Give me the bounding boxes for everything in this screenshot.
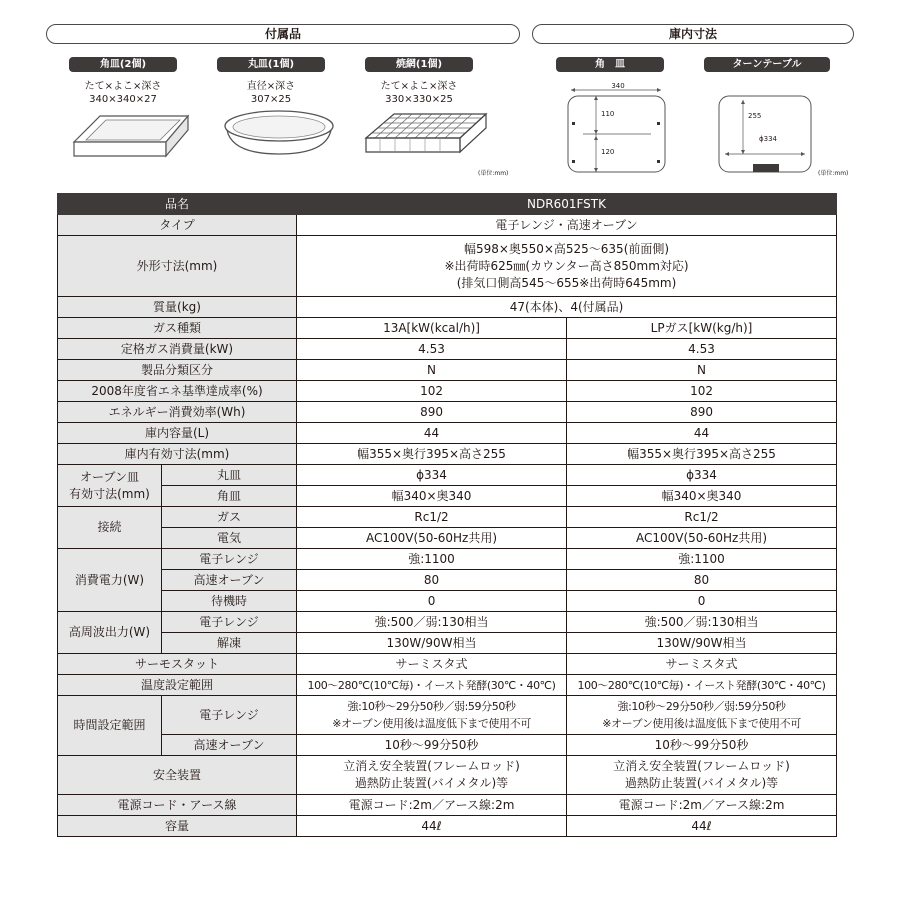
hf-output-label: 高周波出力(W)	[58, 612, 162, 654]
row-value-13a: 890	[297, 402, 567, 423]
round-dish-value-lp: ϕ334	[567, 465, 837, 486]
time-microwave-sublabel: 電子レンジ	[162, 696, 297, 735]
capacity-lp: 44ℓ	[567, 816, 837, 837]
cord-label: 電源コード・アース線	[58, 795, 297, 816]
power-microwave-lp: 強:1100	[567, 549, 837, 570]
interior-dims-header: 庫内寸法	[532, 24, 854, 44]
mass-value: 47(本体)、4(付属品)	[297, 297, 837, 318]
hf-defrost-13a: 130W/90W相当	[297, 633, 567, 654]
hf-microwave-sublabel: 電子レンジ	[162, 612, 297, 633]
time-range-label: 時間設定範囲	[58, 696, 162, 756]
round-dish-sublabel: 丸皿	[162, 465, 297, 486]
temp-range-label: 温度設定範囲	[58, 675, 297, 696]
product-name-value: NDR601FSTK	[297, 194, 837, 215]
square-dish-value-13a: 幅340×奥340	[297, 486, 567, 507]
product-name-label: 品名	[58, 194, 297, 215]
power-microwave-sublabel: 電子レンジ	[162, 549, 297, 570]
oven-dish-label-line-2: 有効寸法(mm)	[69, 486, 150, 501]
power-microwave-row	[58, 549, 837, 570]
capacity-row	[58, 816, 837, 837]
round-dish-value-13a: ϕ334	[297, 465, 567, 486]
hf-microwave-13a: 強:500／弱:130相当	[297, 612, 567, 633]
mass-label: 質量(kg)	[58, 297, 297, 318]
spec-row	[58, 444, 837, 465]
row-value-lp: 102	[567, 381, 837, 402]
grill-net-spec-value: 330×330×25	[385, 94, 453, 105]
mass-row	[58, 297, 837, 318]
power-standby-sublabel: 待機時	[162, 591, 297, 612]
power-standby-13a: 0	[297, 591, 567, 612]
spec-row	[58, 402, 837, 423]
row-label: 定格ガス消費量(kW)	[58, 339, 297, 360]
type-label: タイプ	[58, 215, 297, 236]
thermostat-lp: サーミスタ式	[567, 654, 837, 675]
power-oven-13a: 80	[297, 570, 567, 591]
gas-type-row	[58, 318, 837, 339]
power-oven-sublabel: 高速オーブン	[162, 570, 297, 591]
header-row	[58, 194, 837, 215]
round-dish-spec-label: 直径×深さ	[246, 81, 296, 92]
row-value-13a: 44	[297, 423, 567, 444]
hf-microwave-lp: 強:500／弱:130相当	[567, 612, 837, 633]
grill-net-image	[360, 108, 490, 164]
connection-gas-lp: Rc1/2	[567, 507, 837, 528]
square-dish-spec-value: 340×340×27	[89, 94, 157, 105]
square-dish-label: 角皿(2個)	[69, 57, 177, 72]
connection-electric-lp: AC100V(50-60Hz共用)	[567, 528, 837, 549]
time-oven-row	[58, 735, 837, 756]
square-bottom-depth-label: 120	[601, 148, 615, 156]
turntable-height-label: 255	[748, 112, 762, 120]
interior-square-label: 角 皿	[556, 57, 664, 72]
temp-range-13a: 100～280℃(10℃毎)・イースト発酵(30℃・40℃)	[297, 675, 567, 696]
turntable-diameter-label: ϕ334	[759, 135, 777, 143]
outer-dims-label: 外形寸法(mm)	[58, 236, 297, 297]
row-value-lp: 4.53	[567, 339, 837, 360]
grill-net-label: 焼網(1個)	[365, 57, 473, 72]
oven-dish-label	[58, 465, 162, 507]
cord-row	[58, 795, 837, 816]
square-top-depth-label: 110	[601, 110, 615, 118]
time-microwave-lp	[567, 696, 837, 735]
connection-label: 接続	[58, 507, 162, 549]
time-microwave-13a-line-1: 強:10秒～29分50秒／弱:59分50秒	[347, 700, 516, 713]
row-value-lp: 幅355×奥行395×高さ255	[567, 444, 837, 465]
safety-lp-line-1: 立消え安全装置(フレームロッド)	[613, 759, 790, 773]
time-oven-lp: 10秒～99分50秒	[567, 735, 837, 756]
thermostat-label: サーモスタット	[58, 654, 297, 675]
round-dish-spec-value: 307×25	[250, 94, 292, 105]
time-oven-sublabel: 高速オーブン	[162, 735, 297, 756]
row-value-lp: 44	[567, 423, 837, 444]
accessories-unit-note: (単位:mm)	[478, 170, 509, 177]
gas-type-label: ガス種類	[58, 318, 297, 339]
spec-table	[57, 193, 837, 837]
time-microwave-13a-line-2: ※オーブン使用後は温度低下まで使用不可	[332, 717, 531, 730]
row-value-lp: 890	[567, 402, 837, 423]
outer-dims-row	[58, 236, 837, 297]
power-standby-row	[58, 591, 837, 612]
power-oven-row	[58, 570, 837, 591]
time-microwave-lp-line-2: ※オーブン使用後は温度低下まで使用不可	[602, 717, 801, 730]
row-value-lp: N	[567, 360, 837, 381]
oven-dish-label-line-1: オーブン皿	[80, 469, 139, 484]
time-microwave-lp-line-1: 強:10秒～29分50秒／弱:59分50秒	[617, 700, 786, 713]
power-microwave-13a: 強:1100	[297, 549, 567, 570]
row-label: エネルギー消費効率(Wh)	[58, 402, 297, 423]
power-standby-lp: 0	[567, 591, 837, 612]
hf-defrost-lp: 130W/90W相当	[567, 633, 837, 654]
cord-13a: 電源コード:2m／アース線:2m	[297, 795, 567, 816]
outer-dims-value	[297, 236, 837, 297]
safety-13a	[297, 756, 567, 795]
safety-row	[58, 756, 837, 795]
time-microwave-row	[58, 696, 837, 735]
connection-gas-13a: Rc1/2	[297, 507, 567, 528]
accessories-header: 付属品	[46, 24, 520, 44]
gas-type-lp: LPガス[kW(kg/h)]	[567, 318, 837, 339]
square-dish-spec-label: たて×よこ×深さ	[84, 81, 162, 92]
row-label: 製品分類区分	[58, 360, 297, 381]
safety-13a-line-1: 立消え安全装置(フレームロッド)	[343, 759, 520, 773]
thermostat-13a: サーミスタ式	[297, 654, 567, 675]
row-label: 庫内有効寸法(mm)	[58, 444, 297, 465]
cord-lp: 電源コード:2m／アース線:2m	[567, 795, 837, 816]
outer-dims-line-2: ※出荷時625㎜(カウンター高さ850mm対応)	[444, 258, 689, 273]
interior-unit-note: (単位:mm)	[818, 170, 849, 177]
capacity-13a: 44ℓ	[297, 816, 567, 837]
square-dish-sublabel: 角皿	[162, 486, 297, 507]
square-dish-value-lp: 幅340×奥340	[567, 486, 837, 507]
connection-electric-13a: AC100V(50-60Hz共用)	[297, 528, 567, 549]
connection-electric-sublabel: 電気	[162, 528, 297, 549]
safety-label: 安全装置	[58, 756, 297, 795]
temp-range-lp: 100～280℃(10℃毎)・イースト発酵(30℃・40℃)	[567, 675, 837, 696]
row-value-13a: N	[297, 360, 567, 381]
outer-dims-line-3: (排気口側高545～655※出荷時645mm)	[456, 275, 677, 290]
square-width-label: 340	[611, 82, 625, 90]
time-oven-13a: 10秒～99分50秒	[297, 735, 567, 756]
connection-gas-sublabel: ガス	[162, 507, 297, 528]
power-label: 消費電力(W)	[58, 549, 162, 612]
oven-dish-round-row	[58, 465, 837, 486]
gas-type-13a: 13A[kW(kcal/h)]	[297, 318, 567, 339]
time-microwave-13a	[297, 696, 567, 735]
safety-13a-line-2: 過熱防止装置(バイメタル)等	[354, 776, 509, 790]
square-interior-diagram	[563, 78, 673, 178]
hf-defrost-sublabel: 解凍	[162, 633, 297, 654]
type-value: 電子レンジ・高速オーブン	[297, 215, 837, 236]
round-dish-label: 丸皿(1個)	[217, 57, 325, 72]
row-label: 庫内容量(L)	[58, 423, 297, 444]
spec-row	[58, 360, 837, 381]
grill-net-spec-label: たて×よこ×深さ	[380, 81, 458, 92]
hf-microwave-row	[58, 612, 837, 633]
hf-defrost-row	[58, 633, 837, 654]
turntable-interior-diagram	[715, 94, 815, 176]
thermostat-row	[58, 654, 837, 675]
row-value-13a: 4.53	[297, 339, 567, 360]
temp-range-row	[58, 675, 837, 696]
row-value-13a: 幅355×奥行395×高さ255	[297, 444, 567, 465]
type-row	[58, 215, 837, 236]
safety-lp-line-2: 過熱防止装置(バイメタル)等	[624, 776, 779, 790]
safety-lp	[567, 756, 837, 795]
oven-dish-square-row	[58, 486, 837, 507]
interior-turntable-label: ターンテーブル	[704, 57, 830, 72]
connection-electric-row	[58, 528, 837, 549]
spec-row	[58, 381, 837, 402]
square-dish-image	[70, 108, 190, 164]
outer-dims-line-1: 幅598×奥550×高525～635(前面側)	[463, 241, 670, 256]
capacity-label: 容量	[58, 816, 297, 837]
row-label: 2008年度省エネ基準達成率(%)	[58, 381, 297, 402]
spec-row	[58, 423, 837, 444]
power-oven-lp: 80	[567, 570, 837, 591]
row-value-13a: 102	[297, 381, 567, 402]
spec-row	[58, 339, 837, 360]
connection-gas-row	[58, 507, 837, 528]
round-dish-image	[222, 108, 336, 160]
